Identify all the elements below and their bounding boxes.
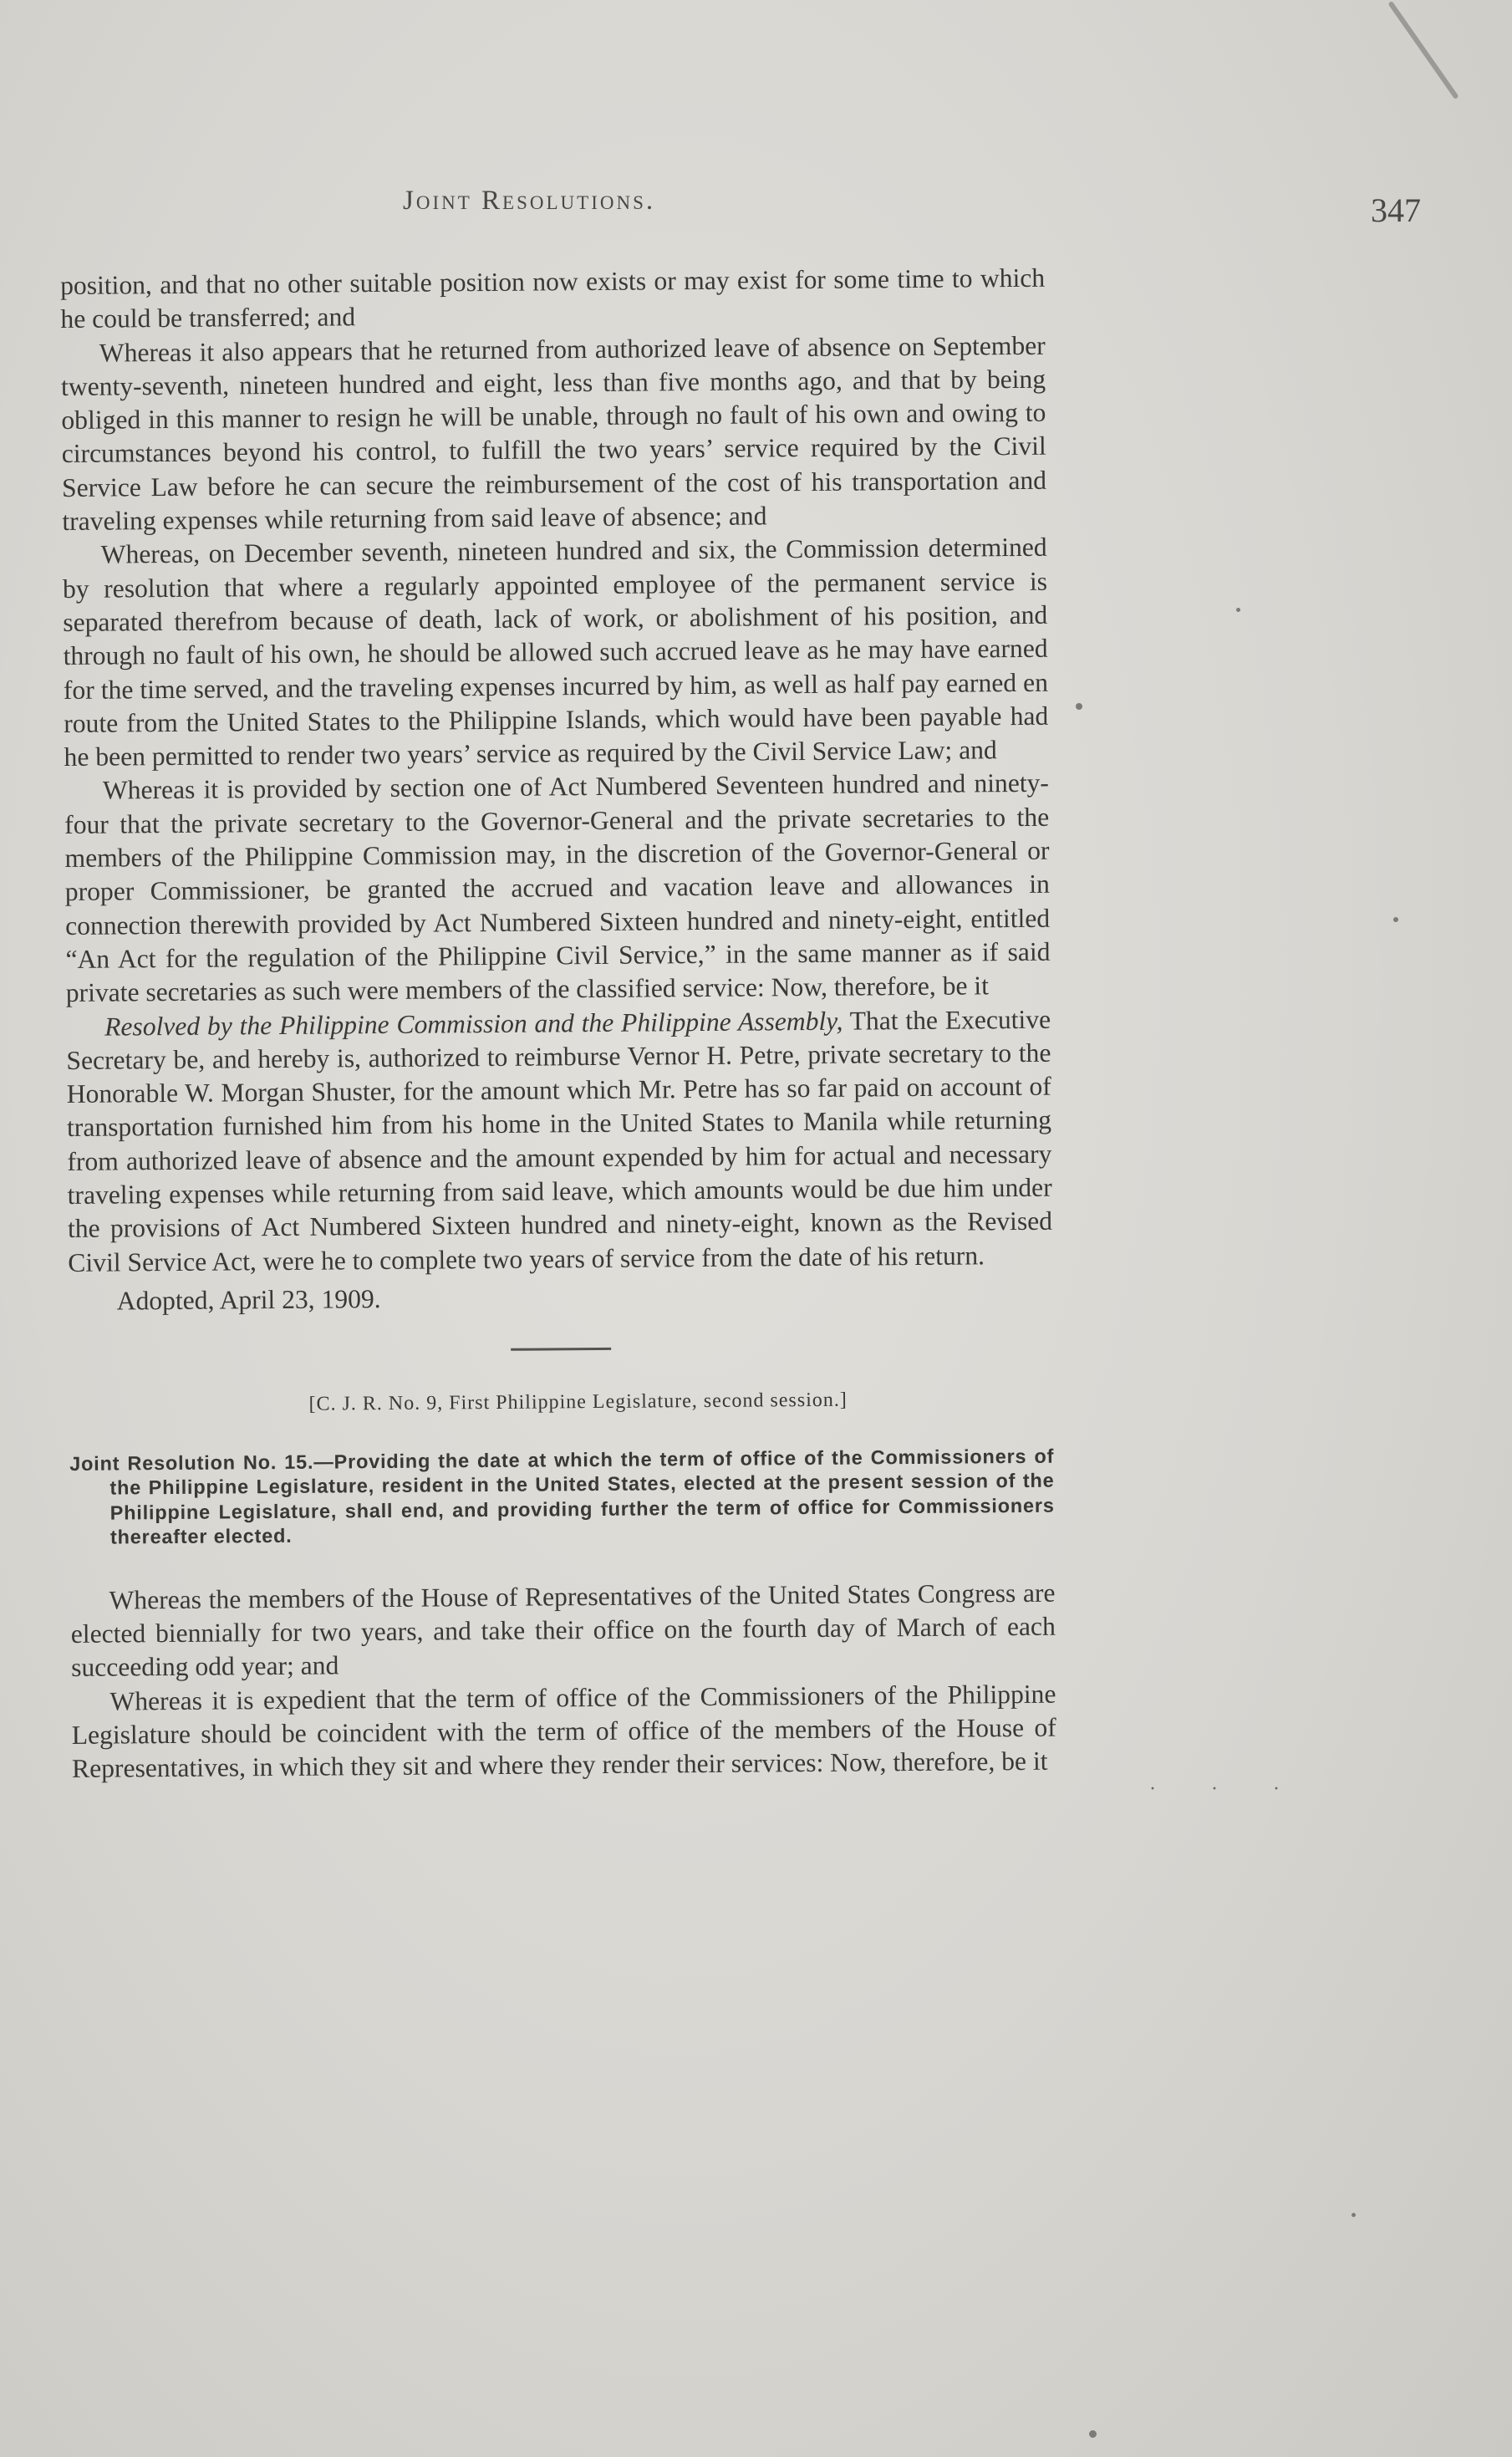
margin-dots: · · ·: [1149, 1778, 1305, 1800]
paragraph: Whereas it is expedient that the term of office of the Commissioners of the Philippine Legislature should be coincident with the term of office of the members of the House of Representatives, in which they sit and where they render their services: Now, therefore, be it: [71, 1679, 1056, 1784]
page-body: [60, 262, 1056, 1787]
adopted-date: Adopted, April 23, 1909.: [116, 1283, 381, 1316]
resolution-15-body: [70, 1577, 1056, 1787]
running-title: Joint Resolutions.: [403, 186, 656, 216]
paper-speck: [1089, 2430, 1097, 2438]
paper-speck: [1393, 917, 1398, 922]
paper-speck: [1076, 703, 1082, 710]
resolved-paragraph: [66, 1002, 1052, 1280]
page-header: [67, 186, 1421, 236]
paragraph: Whereas it also appears that he returned from authorized leave of absence on September twenty-seventh, nineteen hundred and eight, less than five months ago, and that by being obliged in this manner to resign he will be unable, through no fault of his own and owing to circumstances beyond his control, to fulfill the two years’ service required by the Civil Service Law before he can secure the reimbursement of the cost of his transportation and traveling expenses while returning from said leave of absence; and: [60, 330, 1047, 537]
resolved-text: That the Executive Secretary be, and hereby is, authorized to reimburse Vernor H. Petre, private secretary to the Honorable W. Morgan Shuster, for the amount which Mr. Petre has so far paid on account of transportation furnished him from his home in the United States to Manila while returning from authorized leave of absence and the amount expended by him for actual and necessary traveling expenses while returning from said leave, which amounts would be due him under the provisions of Act Numbered Sixteen hundred and ninety-eight, known as the Revised Civil Service Act, were he to complete two years of service from the date of his return.: [66, 1004, 1053, 1277]
paper-speck: [1236, 608, 1240, 612]
source-citation: [C. J. R. No. 9, First Philippine Legislature, second session.]: [308, 1389, 848, 1415]
paragraph: position, and that no other suitable position now exists or may exist for some time to which he could be transferred; and: [60, 263, 1046, 334]
resolution-heading: Joint Resolution No. 15.—Providing the date at which the term of office of the Commissioners of the Philippine Legislature, resident in the United States, elected at the present session of the Philippine Legislature, shall end, and providing further the term of office for Commissioners thereafter elected.: [69, 1445, 1055, 1548]
paper-speck: [1352, 2213, 1356, 2217]
section-divider: [511, 1348, 611, 1351]
page-edge-mark: [1387, 1, 1459, 99]
paragraph: Whereas the members of the House of Representatives of the United States Congress are elected biennially for two years, and take their office on the fourth day of March of each succeeding odd year; and: [70, 1578, 1056, 1683]
paragraph: Whereas, on December seventh, nineteen hundred and six, the Commission determined by resolution that where a regularly appointed employee of the permanent service is separated therefrom because of death, lack of work, or abolishment of his position, and through no fault of his own, he should be allowed such accrued leave as he may have earned for the time served, and the traveling expenses incurred by him, as well as half pay earned en route from the United States to the Philippine Islands, which would have been payable had he been permitted to render two years’ service as required by the Civil Service Law; and: [62, 533, 1049, 772]
page-number: 347: [1371, 191, 1421, 229]
resolved-clause: Resolved by the Philippine Commission and the Philippine Assembly,: [104, 1006, 843, 1042]
paragraph: Whereas it is provided by section one of Act Numbered Seventeen hundred and ninety-four that the private secretary to the Governor-General and the private secretaries to the members of the Philippine Commission may, in the discretion of the Governor-General or proper Commissioner, be granted the accrued and vacation leave and allowances in connection therewith provided by Act Numbered Sixteen hundred and ninety-eight, entitled “An Act for the regulation of the Philippine Civil Service,” in the same manner as if said private secretaries as such were members of the classified service: Now, therefore, be it: [64, 768, 1051, 1008]
